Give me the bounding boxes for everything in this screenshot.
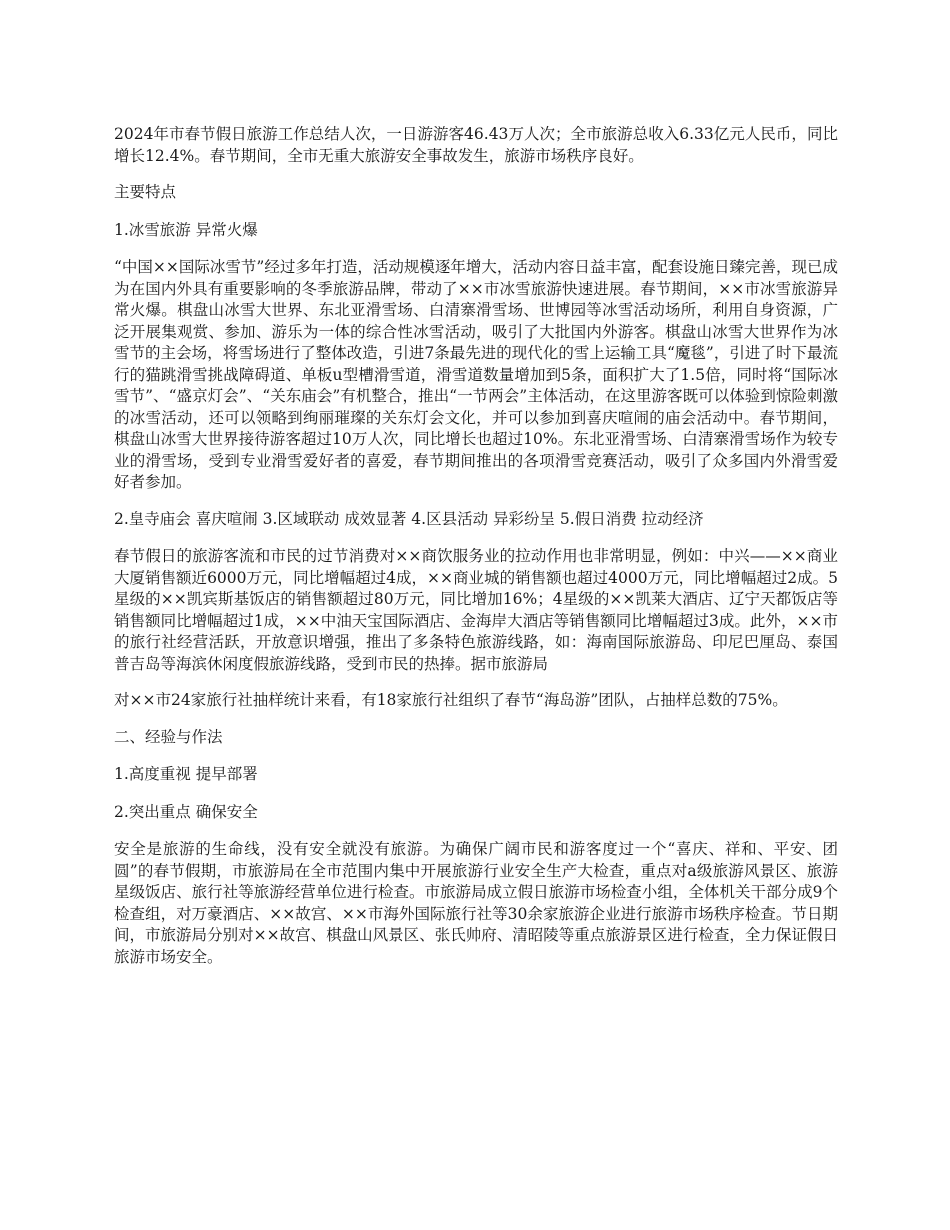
consumption-paragraph: 春节假日的旅游客流和市民的过节消费对××商饮服务业的拉动作用也非常明显，例如：中兴——××商业大厦销售额近6000万元，同比增幅超过4成，××商业城的销售额也超过4000万元，同比增幅超过2成。5星级的××凯宾斯基饭店的销售额超过80万元，同比增加16%；4星级的××凯莱大酒店、辽宁天都饭店等销售额同比增幅超过1成，××中油天宝国际酒店、金海岸大酒店等销售额同比增幅超过3成。此外，××市的旅行社经营活跃，开放意识增强，推出了多条特色旅游线路，如：海南国际旅游岛、印尼巴厘岛、泰国普吉岛等海滨休闲度假旅游线路，受到市民的热捧。据市旅游局 [114,547,838,673]
subheading-ice-snow-tourism: 1.冰雪旅游 异常火爆 [114,220,258,239]
subheading-list-2-5: 2.皇寺庙会 喜庆喧闹 3.区域联动 成效显著 4.区县活动 异彩纷呈 5.假日消费 拉动经济 [114,509,704,528]
summary-paragraph: 2024年市春节假日旅游工作总结人次，一日游游客46.43万人次；全市旅游总收入6.33亿元人民币，同比增长12.4%。春节期间，全市无重大旅游安全事故发生，旅游市场秩序良好。 [114,125,838,165]
safety-paragraph: 安全是旅游的生命线，没有安全就没有旅游。为确保广阔市民和游客度过一个“喜庆、祥和、平安、团圆”的春节假期，市旅游局在全市范围内集中开展旅游行业安全生产大检查，重点对a级旅游风景区、旅游星级饭店、旅行社等旅游经营单位进行检查。市旅游局成立假日旅游市场检查小组，全体机关干部分成9个检查组，对万豪酒店、××故宫、××市海外国际旅行社等30余家旅游企业进行旅游市场秩序检查。节日期间，市旅游局分别对××故宫、棋盘山风景区、张氏帅府、清昭陵等重点旅游景区进行检查，全力保证假日旅游市场安全。 [114,840,838,966]
document-body [114,124,838,983]
section-heading-experience: 二、经验与作法 [114,727,223,746]
ice-snow-festival-paragraph: “中国××国际冰雪节”经过多年打造，活动规模逐年增大，活动内容日益丰富，配套设施日臻完善，现已成为在国内外具有重要影响的冬季旅游品牌，带动了××市冰雪旅游快速进展。春节期间，××市冰雪旅游异常火爆。棋盘山冰雪大世界、东北亚滑雪场、白清寨滑雪场、世博园等冰雪活动场所，利用自身资源，广泛开展集观赏、参加、游乐为一体的综合性冰雪活动，吸引了大批国内外游客。棋盘山冰雪大世界作为冰雪节的主会场，将雪场进行了整体改造，引进7条最先进的现代化的雪上运输工具“魔毯”，引进了时下最流行的猫跳滑雪挑战障碍道、单板u型槽滑雪道，滑雪道数量增加到5条，面积扩大了1.5倍，同时将“国际冰雪节”、“盛京灯会”、“关东庙会”有机整合，推出“一节两会”主体活动，在这里游客既可以体验到惊险刺激的冰雪活动，还可以领略到绚丽璀璨的关东灯会文化，并可以参加到喜庆喧闹的庙会活动中。春节期间，棋盘山冰雪大世界接待游客超过10万人次，同比增长也超过10%。东北亚滑雪场、白清寨滑雪场作为较专业的滑雪场，受到专业滑雪爱好者的喜爱，春节期间推出的各项滑雪竞赛活动，吸引了众多国内外滑雪爱好者参加。 [114,258,838,491]
travel-agency-paragraph: 对××市24家旅行社抽样统计来看，有18家旅行社组织了春节“海岛游”团队，占抽样总数的75%。 [114,691,788,709]
subheading-early-deployment: 1.高度重视 提早部署 [114,765,258,783]
subheading-ensure-safety: 2.突出重点 确保安全 [114,802,258,821]
section-heading-main-features: 主要特点 [114,183,177,201]
